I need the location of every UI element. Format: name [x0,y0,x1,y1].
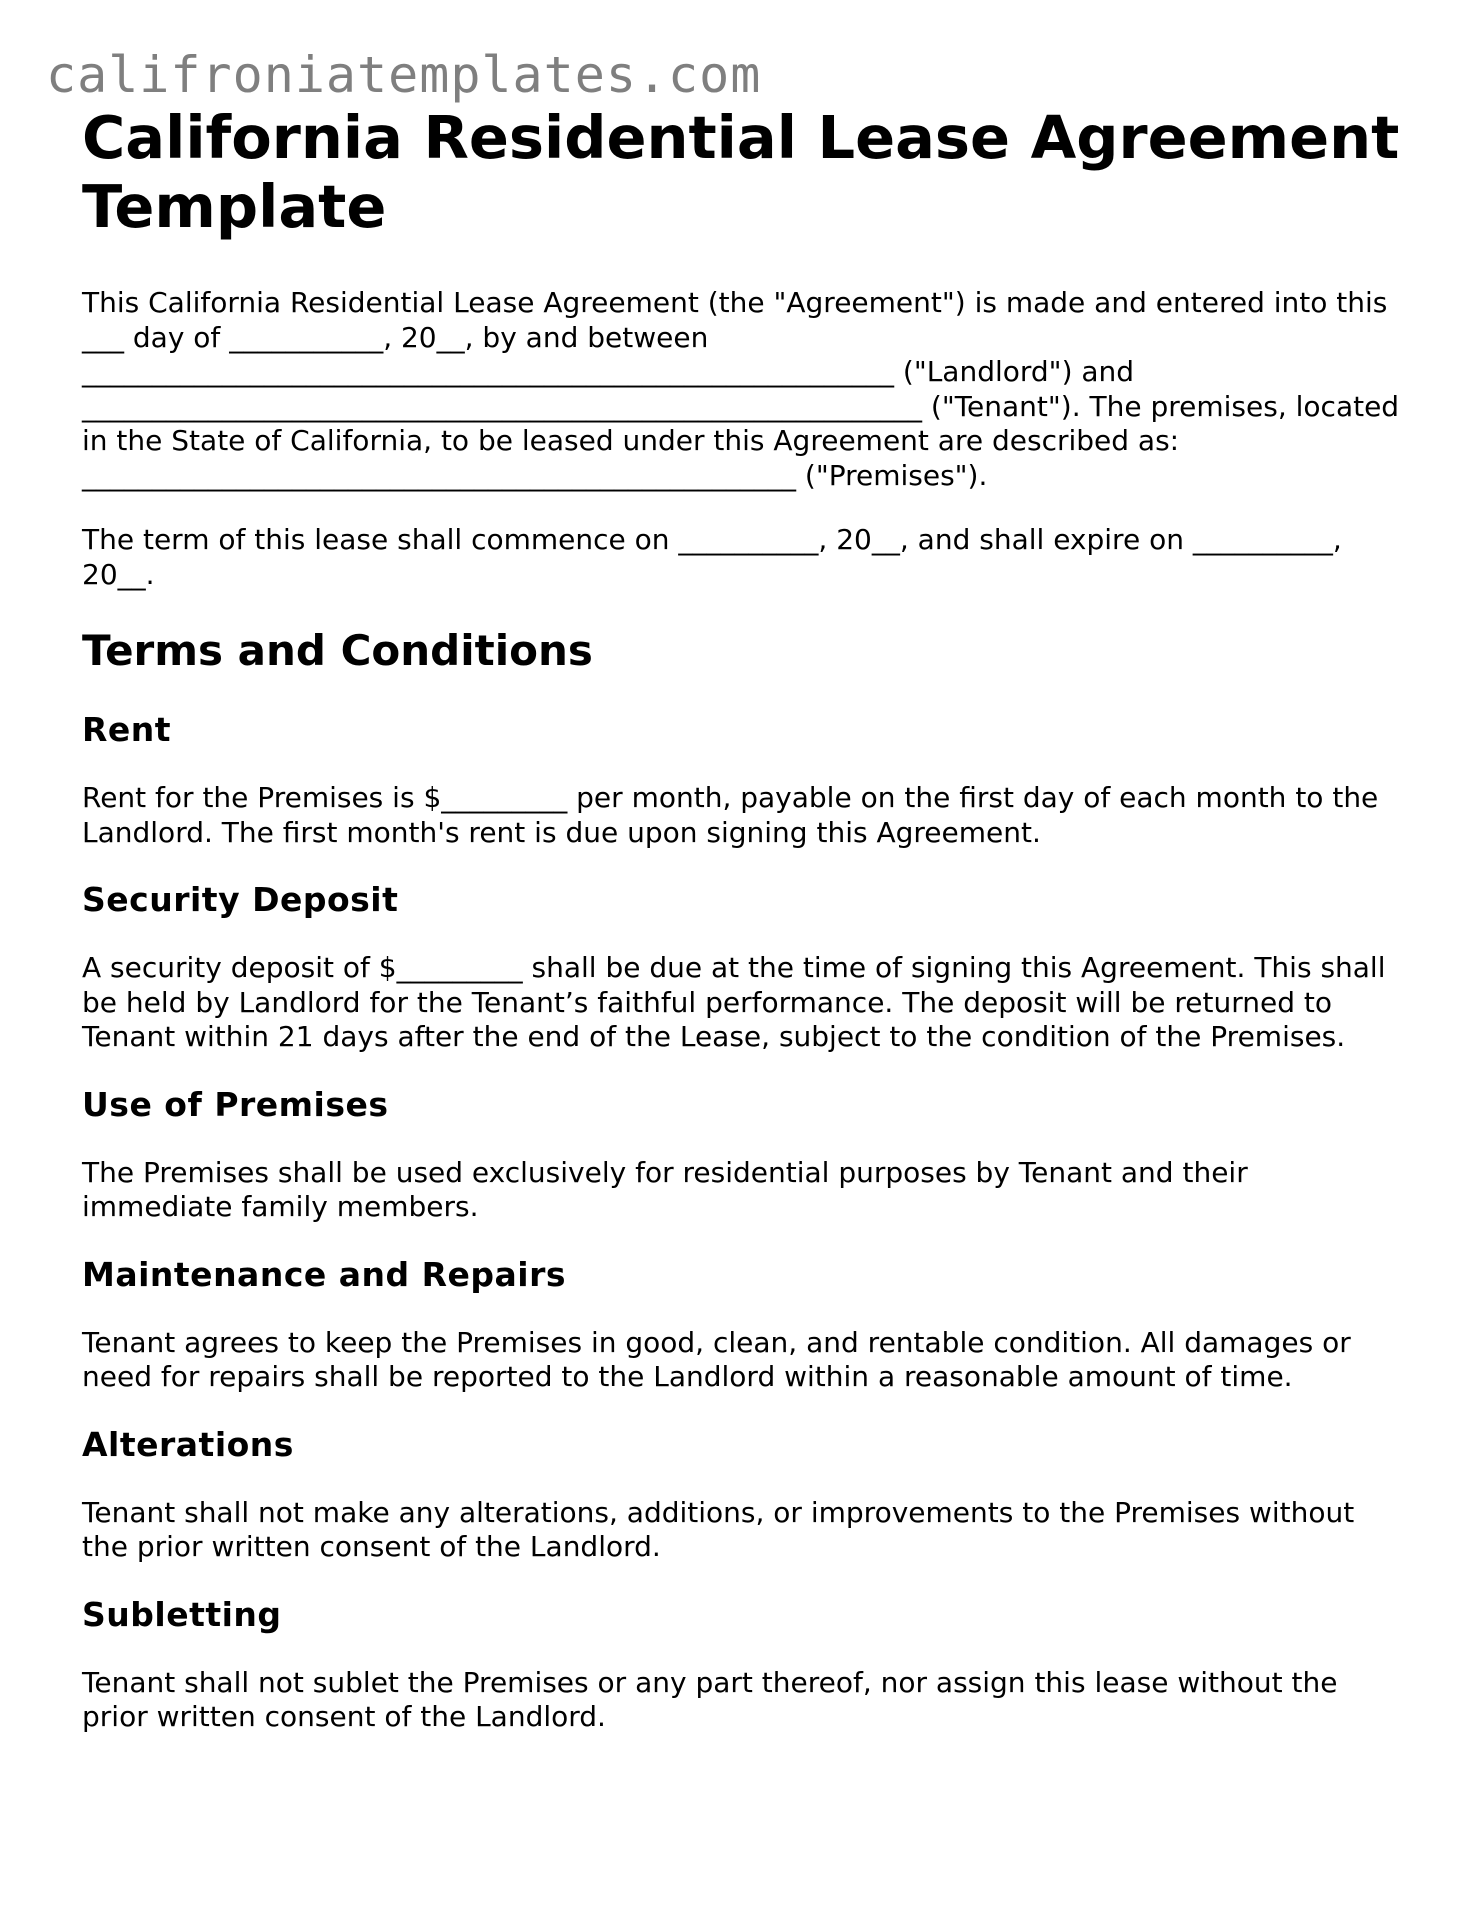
section-body-maintenance-and-repairs: Tenant agrees to keep the Premises in good, clean, and rentable condition. All damages or need for repairs shall be reported to the Landlord within a reasonable amount of time. [82,1325,1351,1393]
section-maintenance-and-repairs [82,1255,1402,1395]
section-heading-rent: Rent [82,710,172,749]
section-body-use-of-premises: The Premises shall be used exclusively for residential purposes by Tenant and their immediate family members. [82,1155,1248,1223]
section-heading-security-deposit: Security Deposit [82,880,399,919]
section-use-of-premises [82,1085,1402,1225]
section-heading-subletting: Subletting [82,1594,282,1634]
section-heading-use-of-premises: Use of Premises [82,1084,389,1124]
section-rent [82,710,1402,850]
section-security-deposit [82,880,1402,1055]
section-heading-maintenance-and-repairs: Maintenance and Repairs [82,1254,567,1294]
section-body-rent: Rent for the Premises is $_________ per month, payable on the first day of each month to the Landlord. The first month's rent is due upon signing this Agreement. [82,781,1379,849]
terms-heading: Terms and Conditions [82,626,593,675]
watermark-text: califroniatemplates.com [46,46,762,104]
section-body-alterations: Tenant shall not make any alterations, additions, or improvements to the Premises without the prior written consent of the Landlord. [82,1495,1355,1563]
section-body-security-deposit: A security deposit of $_________ shall be due at the time of signing this Agreement. This shall be held by Landlord for the Tenant’s faithful performance. The deposit will be returned to Tenant within 21 days after the end of the Lease, subject to the condition of the Premises. [82,951,1386,1053]
intro-paragraph: This California Residential Lease Agreement (the "Agreement") is made and entered into this ___ day of ___________, 20__, by and between __________________________________________________________ ("Landlord") and ____________________________________________________________ ("Tenant"). The premises, located in the State of California, to be leased under this Agreement are described as: ___________________________________________________ ("Premises"). [82,286,1400,492]
section-heading-alterations: Alterations [82,1424,294,1464]
document-body [82,103,1402,1735]
section-subletting [82,1595,1402,1735]
document-title: California Residential Lease Agreement Template [82,103,1400,241]
section-alterations [82,1425,1402,1565]
lease-term-paragraph: The term of this lease shall commence on __________, 20__, and shall expire on __________, 20__. [82,523,1342,591]
section-body-subletting: Tenant shall not sublet the Premises or any part thereof, nor assign this lease without the prior written consent of the Landlord. [82,1665,1338,1733]
